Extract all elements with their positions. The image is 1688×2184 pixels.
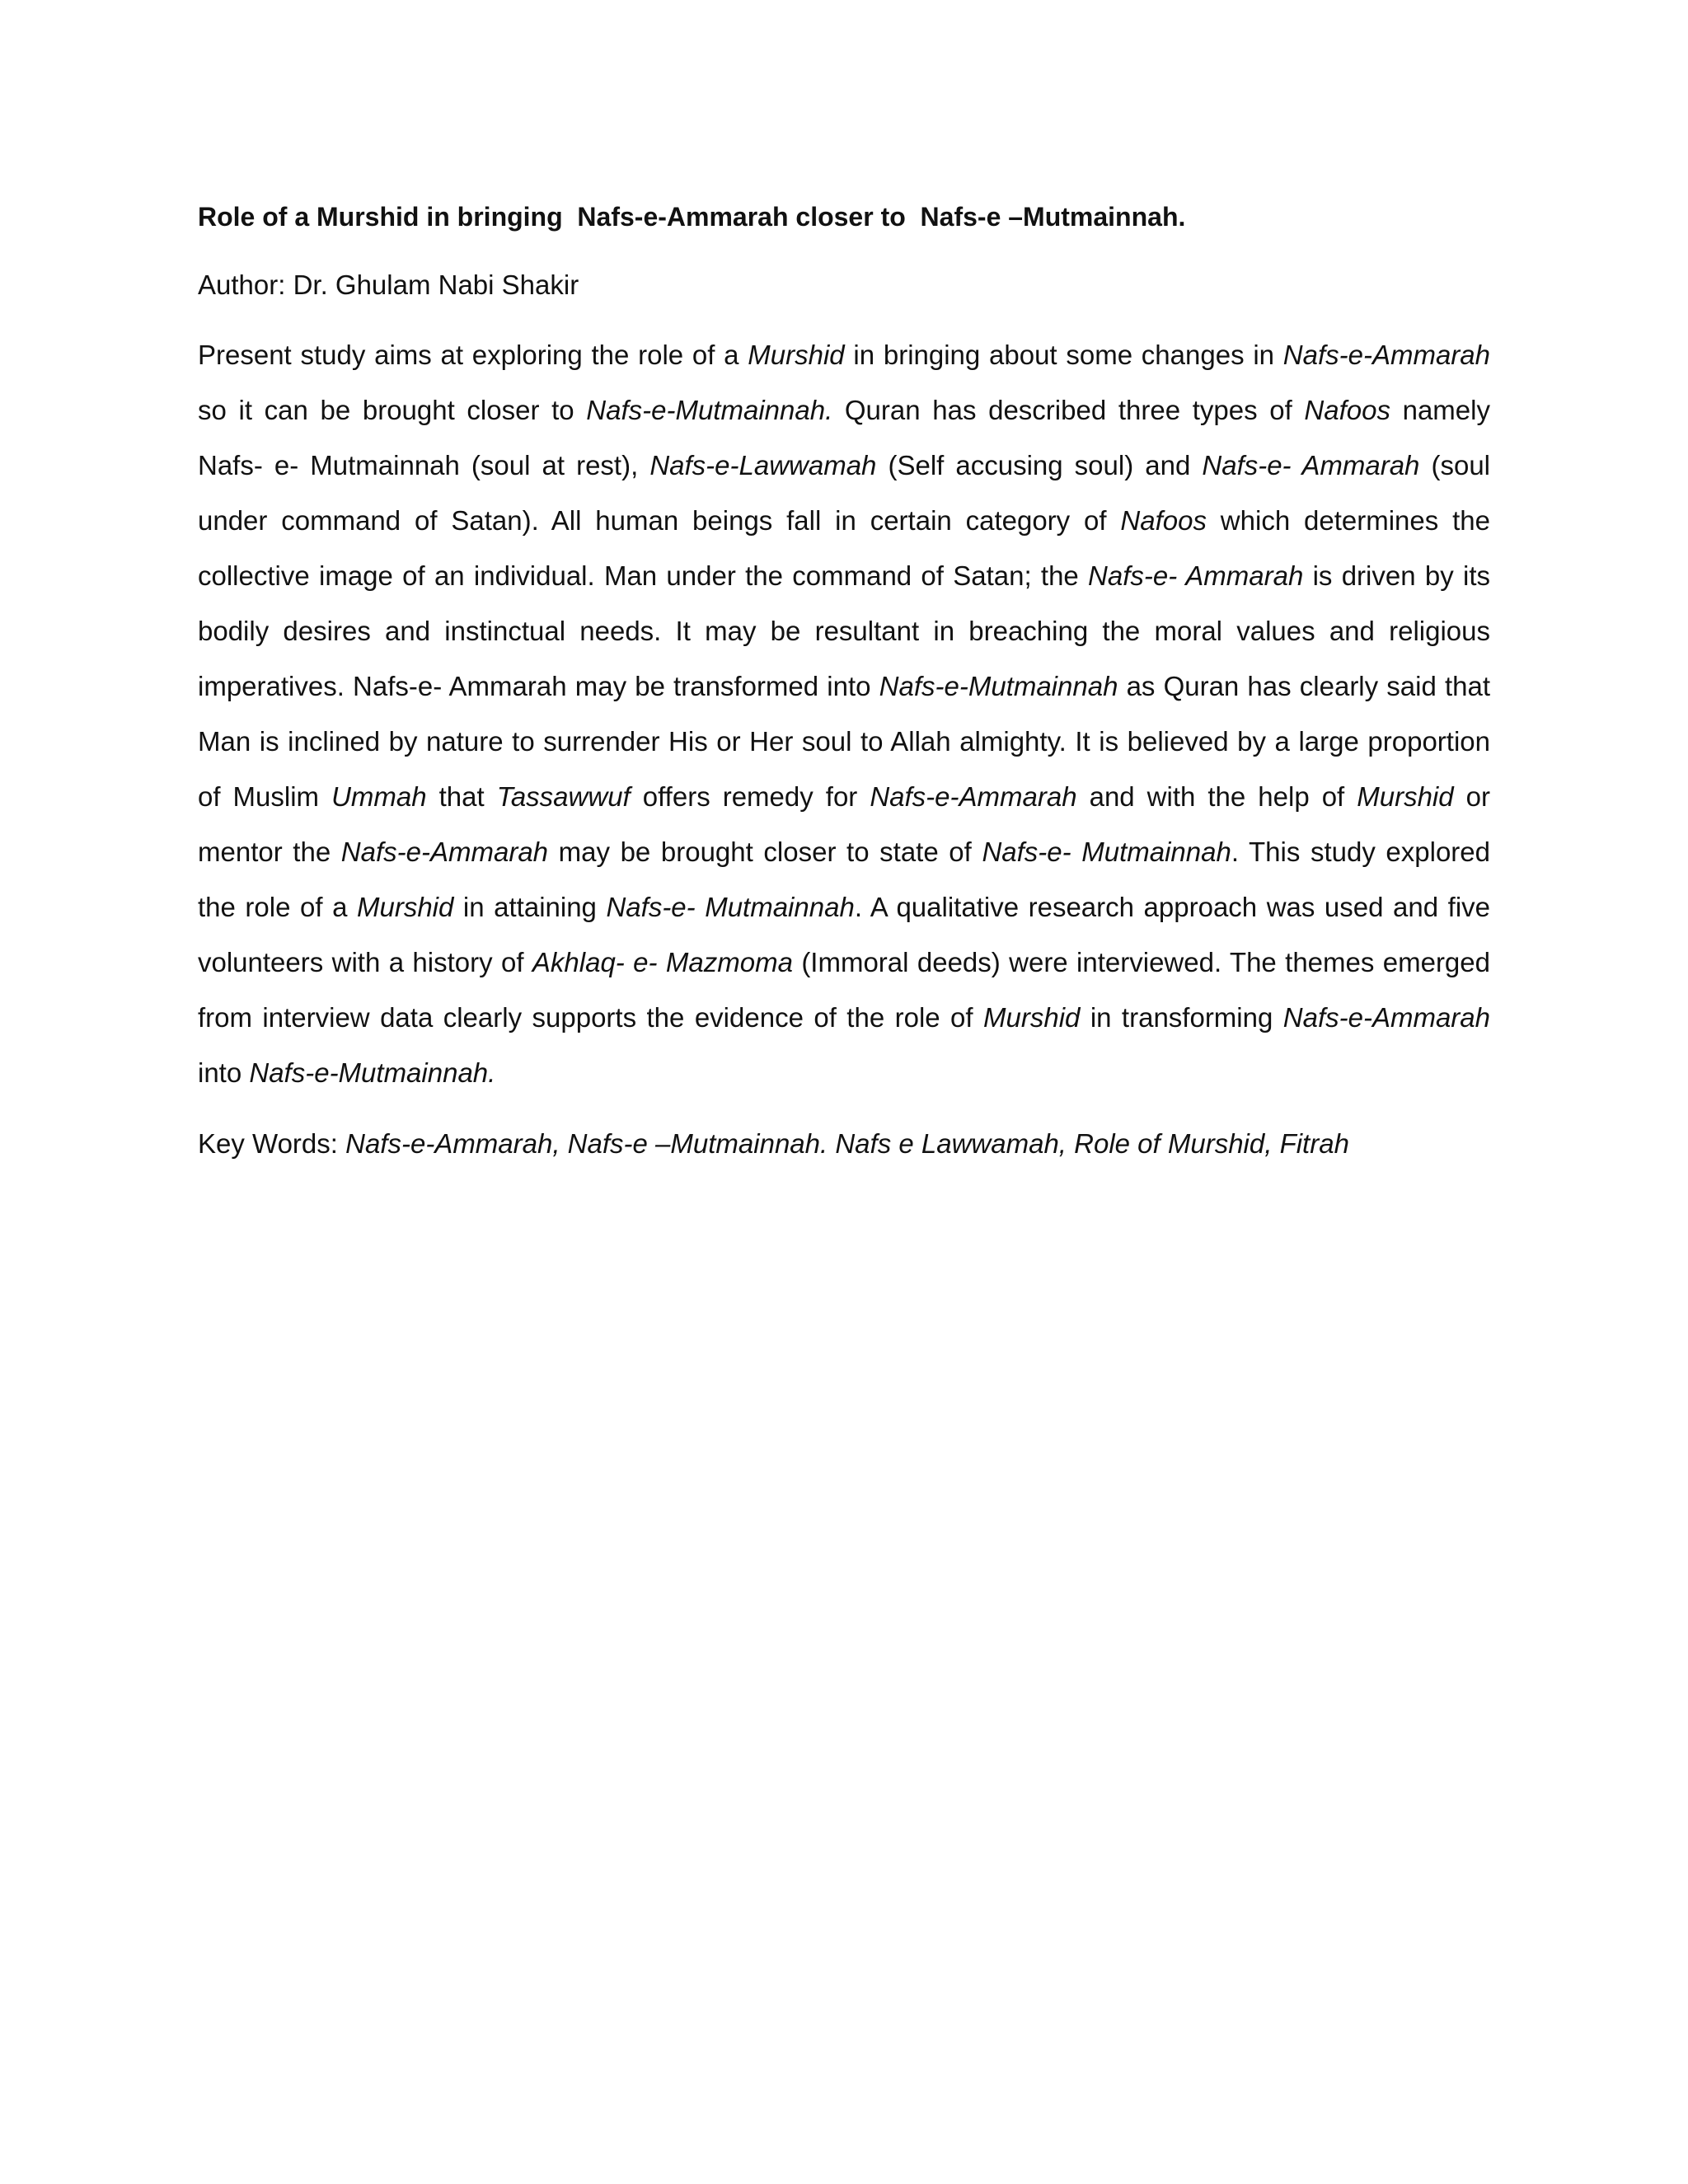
- abstract-italic-term: Nafs-e- Mutmainnah: [982, 837, 1231, 867]
- abstract-text: namely Nafs- e- Mutmainnah (soul at rest),: [198, 395, 1490, 480]
- abstract-italic-term: Nafs-e- Ammarah: [1202, 450, 1420, 480]
- abstract-italic-term: Nafs-e-Ammarah: [870, 781, 1077, 812]
- abstract-text: . A qualitative research approach was used and five volunteers with a history of: [198, 892, 1491, 977]
- document-title: Role of a Murshid in bringing Nafs-e-Ammarah closer to Nafs-e –Mutmainnah.: [198, 202, 1186, 232]
- abstract-italic-term: Murshid: [356, 892, 454, 922]
- abstract-italic-term: Murshid: [748, 340, 845, 370]
- abstract-text: and with the help of: [1076, 781, 1357, 812]
- abstract-text: may be brought closer to state of: [548, 837, 982, 867]
- abstract-italic-term: Nafs-e-Mutmainnah.: [586, 395, 833, 425]
- abstract-paragraph: [198, 327, 1490, 1100]
- abstract-italic-term: Nafs-e-Mutmainnah: [879, 671, 1118, 701]
- abstract-italic-term: Nafoos: [1304, 395, 1390, 425]
- abstract-italic-term: Murshid: [983, 1002, 1081, 1033]
- abstract-italic-term: Akhlaq- e- Mazmoma: [532, 947, 793, 977]
- abstract-italic-term: Nafs-e-Lawwamah: [649, 450, 877, 480]
- abstract-italic-term: Nafoos: [1120, 505, 1207, 536]
- abstract-text: in transforming: [1080, 1002, 1283, 1033]
- abstract-text: in attaining: [453, 892, 607, 922]
- keywords-line: [198, 1127, 1490, 1160]
- abstract-text: as Quran has clearly said that Man is inclined by nature to surrender His or Her soul to Allah almighty. It is believed by a large proportion of Muslim: [198, 671, 1491, 812]
- abstract-text: is driven by its bodily desires and instinctual needs. It may be resultant in breaching the moral values and religious imperatives. Nafs-e- Ammarah may be transformed into: [198, 560, 1490, 701]
- abstract-text: or mentor the: [198, 781, 1490, 867]
- abstract-text: which determines the collective image of an individual. Man under the command of Satan; the: [198, 505, 1490, 591]
- document-author: Author: Dr. Ghulam Nabi Shakir: [198, 269, 579, 300]
- abstract-text: Quran has described three types of: [832, 395, 1305, 425]
- abstract-text: into: [198, 1057, 250, 1088]
- abstract-italic-term: Murshid: [1357, 781, 1454, 812]
- abstract-text: offers remedy for: [630, 781, 870, 812]
- abstract-italic-term: Nafs-e- Ammarah: [1088, 560, 1304, 591]
- abstract-italic-term: Ummah: [331, 781, 427, 812]
- abstract-text: Present study aims at exploring the role of a: [198, 340, 748, 370]
- document-page: [198, 200, 1490, 1160]
- abstract-italic-term: Nafs-e- Mutmainnah: [606, 892, 855, 922]
- abstract-text: (Self accusing soul) and: [876, 450, 1203, 480]
- abstract-text: (Immoral deeds) were interviewed. The themes emerged from interview data clearly supports the evidence of the role of: [198, 947, 1490, 1033]
- abstract-text: (soul under command of Satan). All human beings fall in certain category of: [198, 450, 1490, 536]
- abstract-italic-term: Tassawwuf: [496, 781, 631, 812]
- keywords-label: Key Words:: [198, 1128, 346, 1159]
- abstract-text: in bringing about some changes in: [844, 340, 1283, 370]
- abstract-italic-term: Nafs-e-Ammarah: [1282, 1002, 1490, 1033]
- abstract-text: . This study explored the role of a: [198, 837, 1491, 922]
- abstract-italic-term: Nafs-e-Mutmainnah.: [249, 1057, 496, 1088]
- keywords-list: Nafs-e-Ammarah, Nafs-e –Mutmainnah. Nafs e Lawwamah, Role of Murshid, Fitrah: [345, 1128, 1349, 1159]
- abstract-italic-term: Nafs-e-Ammarah: [340, 837, 549, 867]
- abstract-text: that: [426, 781, 497, 812]
- abstract-italic-term: Nafs-e-Ammarah: [1282, 340, 1490, 370]
- abstract-text: so it can be brought closer to: [198, 395, 587, 425]
